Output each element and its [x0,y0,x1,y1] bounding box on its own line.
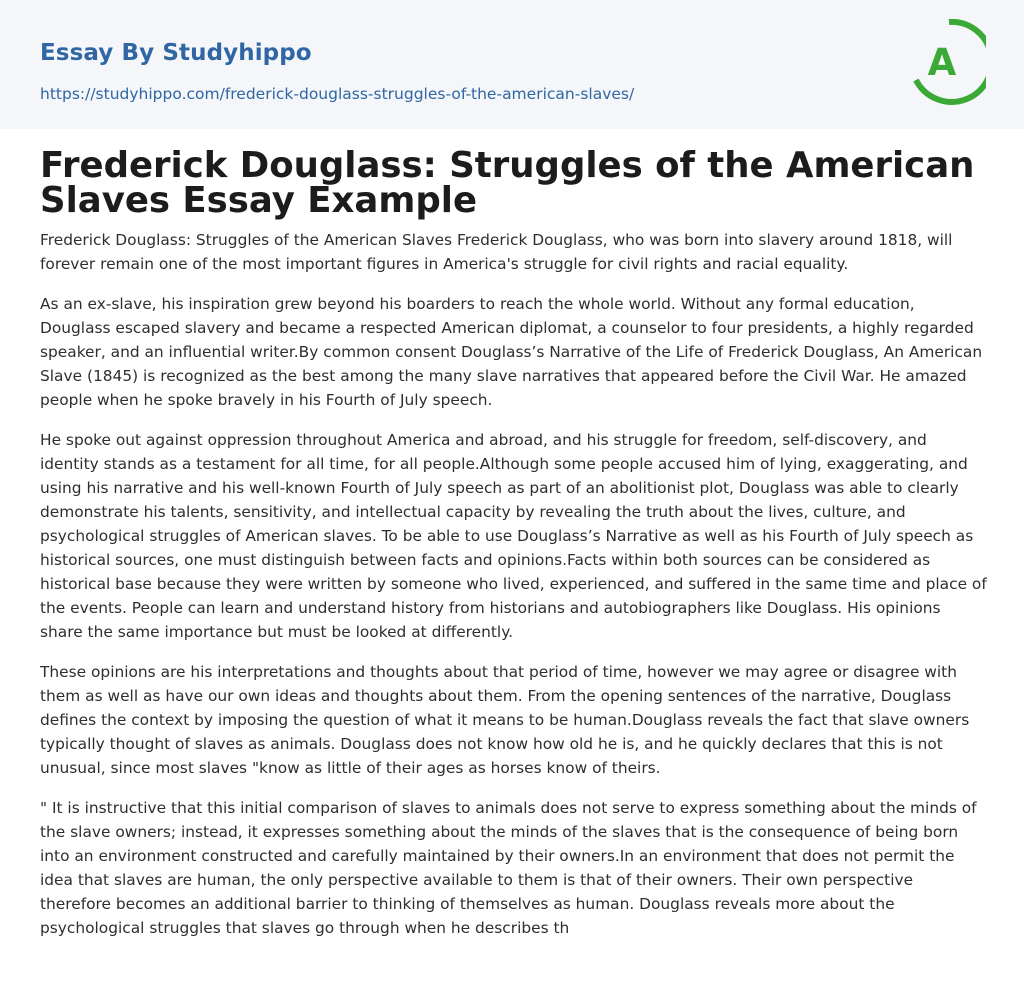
article-title: Frederick Douglass: Struggles of the American Slaves Essay Example [40,145,975,221]
site-header [0,0,1024,129]
studyhippo-logo-icon[interactable] [912,19,986,105]
logo-letter: A [927,41,957,84]
article-paragraph: These opinions are his interpretations and thoughts about that period of time, however we may agree or disagree with them as well as have our own ideas and thoughts about them. From the opening sentences of the narrative, Douglass defines the context by imposing the question of what it means to be human.Douglass reveals the fact that slave owners typically thought of slaves as animals. Douglass does not know how old he is, and he quickly declares that this is not unusual, since most slaves "know as little of their ages as horses know of theirs. [40,663,970,777]
article-paragraph: As an ex-slave, his inspiration grew beyond his boarders to reach the whole world. Without any formal education, Douglass escaped slavery and became a respected American diplomat, a counselor to four presidents, a highly regarded speaker, and an influential writer.By common consent Douglass’s Narrative of the Life of Frederick Douglass, An American Slave (1845) is recognized as the best among the many slave narratives that appeared before the Civil War. He amazed people when he spoke bravely in his Fourth of July speech. [40,295,983,409]
article-paragraph: Frederick Douglass: Struggles of the American Slaves Frederick Douglass, who was born into slavery around 1818, will forever remain one of the most important figures in America's struggle for civil rights and racial equality. [40,231,953,273]
page-url-link[interactable]: https://studyhippo.com/frederick-douglass-struggles-of-the-american-slaves/ [40,85,635,103]
article-paragraph: " It is instructive that this initial comparison of slaves to animals does not serve to express something about the minds of the slave owners; instead, it expresses something about the minds of the slaves that is the consequence of being born into an environment constructed and carefully maintained by their owners.In an environment that does not permit the idea that slaves are human, the only perspective available to them is that of their owners. Their own perspective therefore becomes an additional barrier to thinking of themselves as human. Douglass reveals more about the psychological struggles that slaves go through when he describes th [40,799,977,937]
site-brand[interactable]: Essay By Studyhippo [40,40,312,66]
article-body [40,228,988,956]
article-paragraph: He spoke out against oppression throughout America and abroad, and his struggle for freedom, self-discovery, and identity stands as a testament for all time, for all people.Although some people accused him of lying, exaggerating, and using his narrative and his well-known Fourth of July speech as part of an abolitionist plot, Douglass was able to clearly demonstrate his talents, sensitivity, and intellectual capacity by revealing the truth about the lives, culture, and psychological struggles of American slaves. To be able to use Douglass’s Narrative as well as his Fourth of July speech as historical sources, one must distinguish between facts and opinions.Facts within both sources can be considered as historical base because they were written by someone who lived, experienced, and suffered in the same time and place of the events. People can learn and understand history from historians and autobiographers like Douglass. His opinions share the same importance but must be looked at differently. [40,431,987,641]
